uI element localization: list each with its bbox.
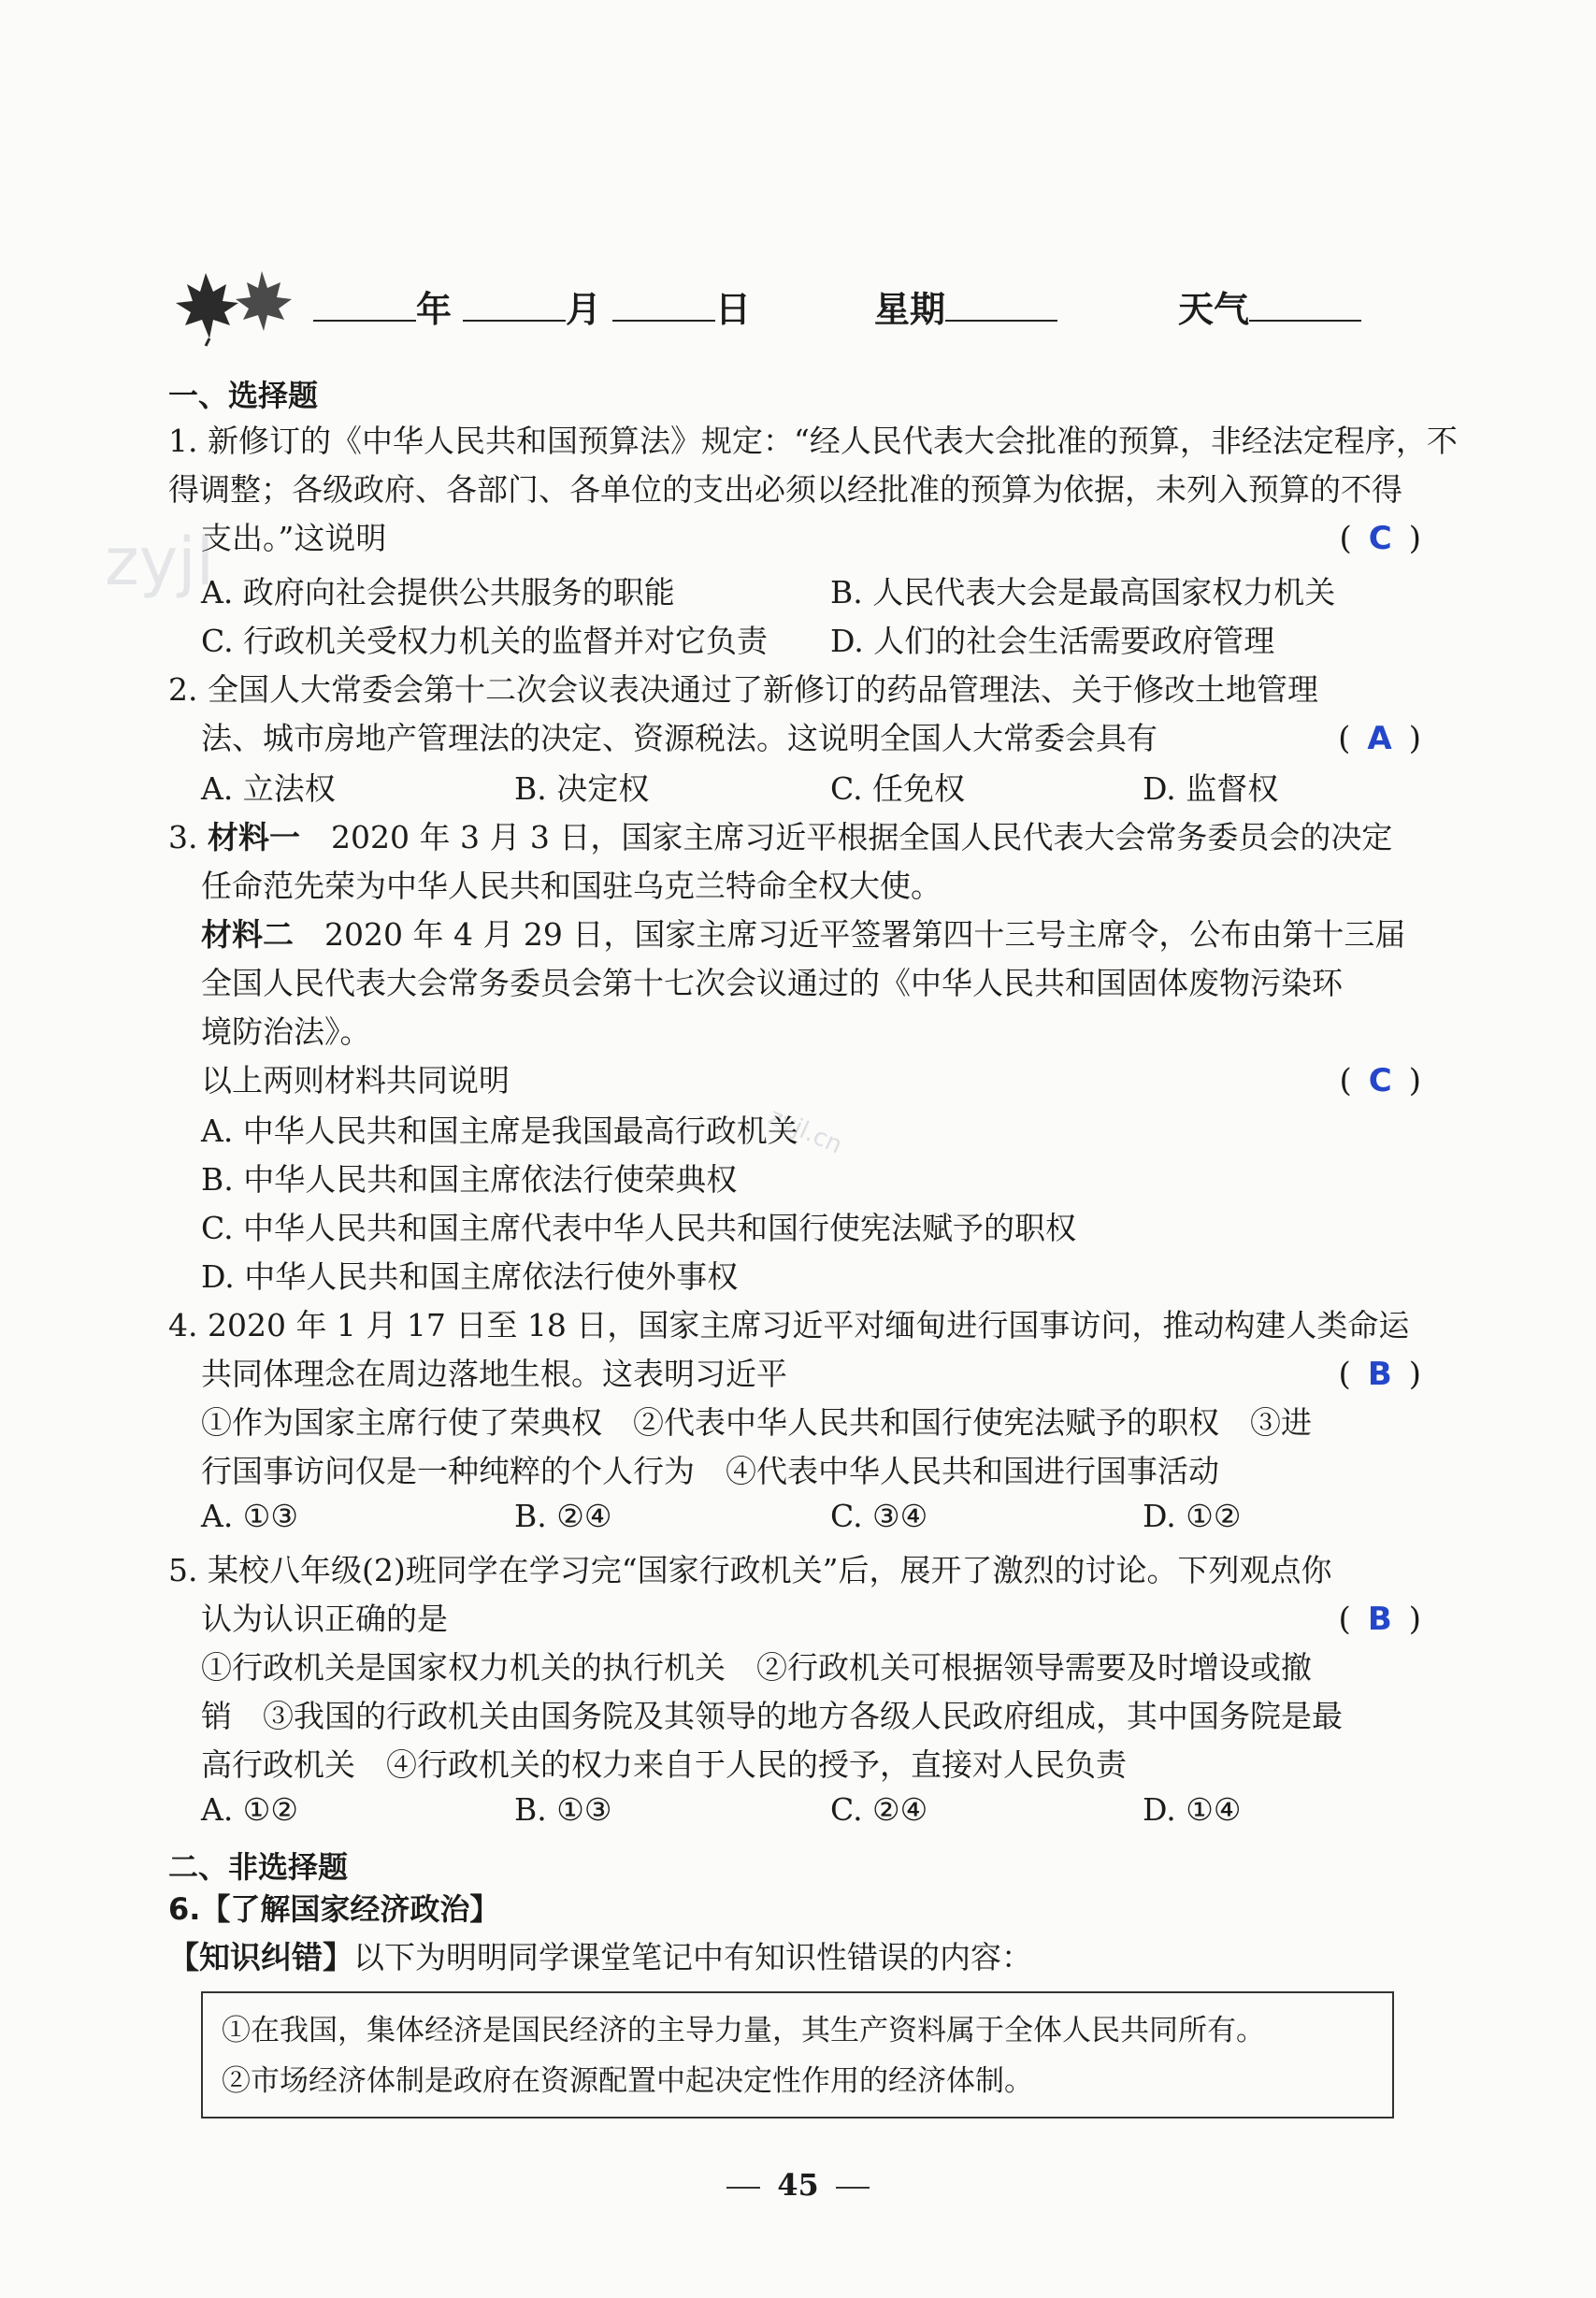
notes-box [201,1991,1394,2118]
q5-answer-open: ( [1338,1601,1351,1638]
q5-line-2: 认为认识正确的是 [201,1601,448,1637]
q1-option-d[interactable]: D. 人们的社会生活需要政府管理 [830,623,1275,659]
watermark-top-left: zyjl [105,524,215,600]
q2-answer-open: ( [1338,720,1351,757]
q3-material-2-line-1 [201,911,1454,959]
q4-option-d[interactable]: D. ①② [1143,1498,1242,1534]
note-line-1: ①在我国，集体经济是国民经济的主导力量，其生产资料属于全体人民共同所有。 [222,2014,1265,2047]
q2-answer-close: ) [1408,720,1421,757]
q4-line-2: 共同体理念在周边落地生根。这表明习近平 [201,1356,787,1392]
q3-answer-close: ) [1408,1062,1421,1099]
q5-option-a[interactable]: A. ①② [201,1791,298,1828]
q3-option-d[interactable]: D. 中华人民共和国主席依法行使外事权 [201,1258,739,1295]
q3-question: 以上两则材料共同说明 [201,1062,510,1099]
q6-subheading [168,1933,1421,1982]
month-field[interactable] [463,280,601,332]
q6-sub-text: 以下为明明同学课堂笔记中有知识性错误的内容： [353,1939,1032,1975]
year-blank[interactable] [313,286,416,322]
q4-answer-letter: B [1367,1356,1392,1393]
q5-statement-line-3: 高行政机关 ④行政机关的权力来自于人民的授予，直接对人民负责 [201,1746,1127,1783]
q3-answer-open: ( [1339,1062,1352,1099]
q2-line-2: 法、城市房地产管理法的决定、资源税法。这说明全国人大常委会具有 [201,720,1157,756]
day-label: 日 [715,289,752,330]
q5-statement-line-2: 销 ③我国的行政机关由国务院及其领导的地方各级人民政府组成，其中国务院是最 [201,1698,1343,1734]
watermark-middle: zyjl.cn [764,1102,847,1160]
page-number-dash-left [726,2187,760,2189]
q2-option-c[interactable]: C. 任免权 [830,770,966,807]
q4-option-c[interactable]: C. ③④ [830,1498,928,1534]
q1-answer [1340,520,1421,557]
page-number-dash-right [836,2187,870,2189]
q3-material-2-line-3: 境防治法》。 [201,1013,371,1050]
q4-answer-open: ( [1338,1356,1351,1393]
weekday-field[interactable] [874,280,1057,332]
q4-statement-line-2: 行国事访问仅是一种纯粹的个人行为 ④代表中华人民共和国进行国事活动 [201,1453,1219,1489]
maple-leaf-icon [168,264,309,348]
year-label: 年 [416,289,453,330]
q3-number: 3. [168,819,198,855]
q3-material-2-text: 2020 年 4 月 29 日，国家主席习近平签署第四十三号主席令，公布由第十三届 [294,916,1406,953]
day-blank[interactable] [612,286,715,322]
q4-option-b[interactable]: B. ②④ [514,1498,612,1534]
q3-answer [1340,1062,1421,1099]
weather-label: 天气 [1178,289,1250,330]
date-weather-header [168,264,1384,348]
q5-option-b[interactable]: B. ①③ [514,1791,612,1828]
q6-title: 6.【了解国家经济政治】 [168,1891,500,1927]
q1-line-3: 支出。”这说明 [201,520,387,556]
q1-answer-close: ) [1408,520,1421,557]
q3-material-1-line-1 [168,813,1421,862]
q1-answer-open: ( [1339,520,1352,557]
month-label: 月 [566,289,602,330]
q4-statement-line-1: ①作为国家主席行使了荣典权 ②代表中华人民共和国行使宪法赋予的职权 ③进 [201,1404,1312,1441]
q3-material-2-line-2: 全国人民代表大会常务委员会第十七次会议通过的《中华人民共和国固体废物污染环 [201,965,1343,1001]
q5-answer [1339,1601,1421,1638]
weather-blank[interactable] [1249,286,1361,322]
q3-option-c[interactable]: C. 中华人民共和国主席代表中华人民共和国行使宪法赋予的职权 [201,1210,1077,1246]
page-number-value: 45 [777,2167,819,2203]
q2-option-d[interactable]: D. 监督权 [1143,770,1279,807]
q1-option-c[interactable]: C. 行政机关受权力机关的监督并对它负责 [201,623,769,659]
q3-material-1-line-2: 任命范先荣为中华人民共和国驻乌克兰特命全权大使。 [201,868,942,904]
q4-line-1: 4. 2020 年 1 月 17 日至 18 日，国家主席习近平对缅甸进行国事访问，推动构建人类命运 [168,1307,1410,1343]
q3-answer-letter: C [1368,1062,1392,1099]
weekday-label: 星期 [874,289,946,330]
q1-option-b[interactable]: B. 人民代表大会是最高国家权力机关 [830,574,1336,610]
weekday-blank[interactable] [945,286,1057,322]
q4-option-a[interactable]: A. ①③ [201,1498,298,1534]
q5-line-1: 5. 某校八年级(2)班同学在学习完“国家行政机关”后，展开了激烈的讨论。下列观点你 [168,1552,1332,1588]
q2-option-b[interactable]: B. 决定权 [514,770,650,807]
q1-line-2: 得调整；各级政府、各部门、各单位的支出必须以经批准的预算为依据，未列入预算的不得 [168,471,1402,508]
q1-option-a[interactable]: A. 政府向社会提供公共服务的职能 [201,574,675,610]
q2-answer [1338,720,1421,757]
q6-sub-label: 【知识纠错】 [168,1939,353,1975]
q3-material-1-text: 2020 年 3 月 3 日，国家主席习近平根据全国人民代表大会常务委员会的决定 [300,819,1393,855]
q5-option-c[interactable]: C. ②④ [830,1791,928,1828]
q2-answer-letter: A [1367,720,1392,757]
day-field[interactable] [612,280,751,332]
q5-statement-line-1: ①行政机关是国家权力机关的执行机关 ②行政机关可根据领导需要及时增设或撤 [201,1649,1312,1686]
q5-answer-letter: B [1367,1601,1392,1638]
q5-option-d[interactable]: D. ①④ [1143,1791,1242,1828]
q3-option-b[interactable]: B. 中华人民共和国主席依法行使荣典权 [201,1161,738,1198]
q2-line-1: 2. 全国人大常委会第十二次会议表决通过了新修订的药品管理法、关于修改土地管理 [168,671,1318,708]
page-number [0,2167,1596,2203]
q4-answer [1339,1356,1421,1393]
note-line-2: ②市场经济体制是政府在资源配置中起决定性作用的经济体制。 [222,2064,1033,2098]
q3-option-a[interactable]: A. 中华人民共和国主席是我国最高行政机关 [201,1113,798,1149]
month-blank[interactable] [463,286,566,322]
q4-answer-close: ) [1408,1356,1421,1393]
q1-answer-letter: C [1368,520,1392,557]
q1-line-1: 1. 新修订的《中华人民共和国预算法》规定：“经人民代表大会批准的预算，非经法定程序，不 [168,423,1458,459]
q5-answer-close: ) [1408,1601,1421,1638]
q3-material-1-label: 材料一 [208,819,300,855]
section-title-choice: 一、选择题 [168,378,319,413]
section-title-non-choice: 二、非选择题 [168,1849,349,1885]
q3-material-2-label: 材料二 [201,916,294,953]
weather-field[interactable] [1178,280,1361,332]
q2-option-a[interactable]: A. 立法权 [201,770,336,807]
year-field[interactable] [313,280,452,332]
